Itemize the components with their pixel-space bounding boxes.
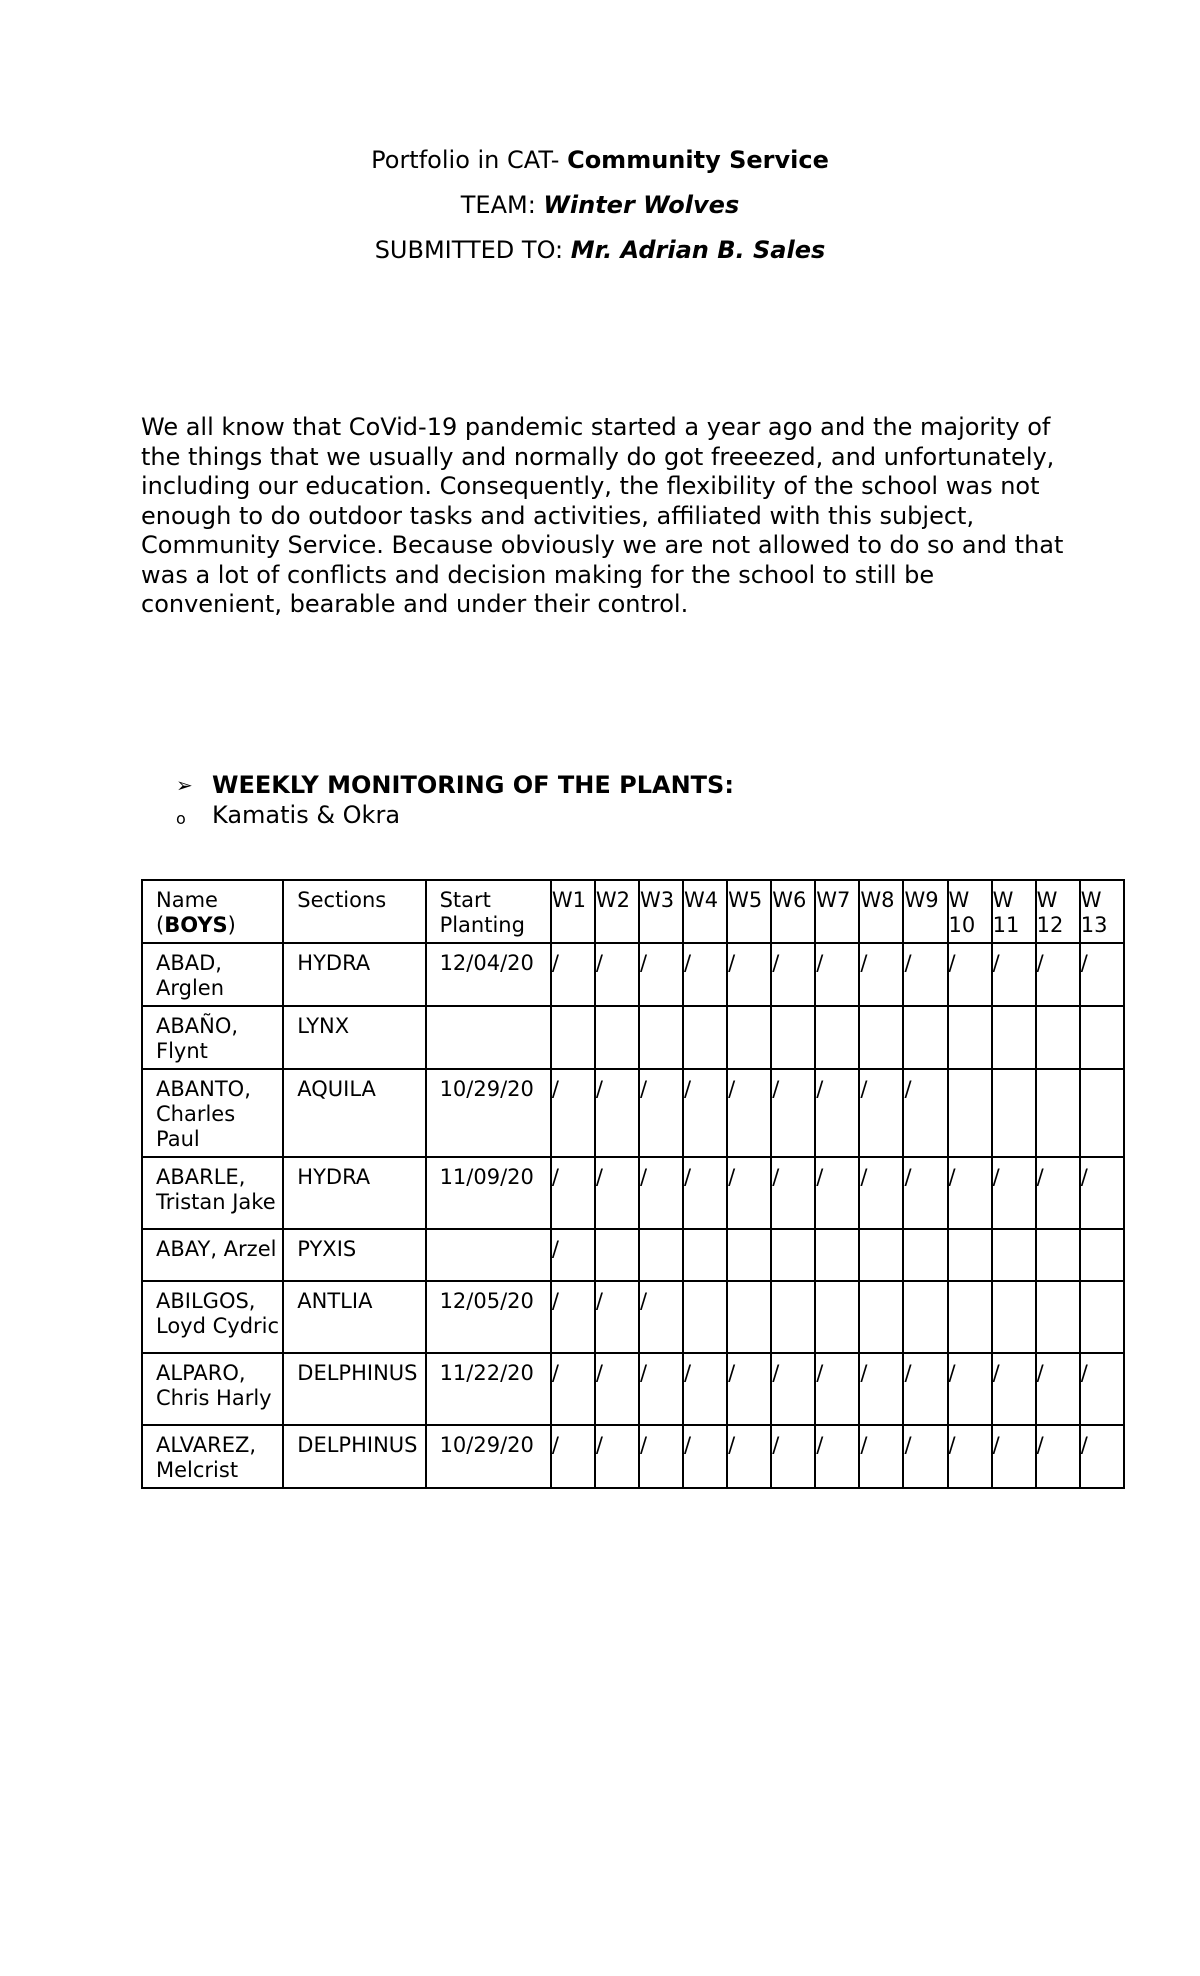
week-check: / (992, 1353, 1036, 1425)
table-row (142, 943, 1124, 1006)
week-check (992, 1281, 1036, 1353)
week-check: / (1036, 1353, 1080, 1425)
week-check: / (771, 1425, 815, 1488)
student-section: ANTLIA (283, 1281, 425, 1353)
student-name: ABILGOS, Loyd Cydric (142, 1281, 283, 1353)
week-check: / (992, 1425, 1036, 1488)
header-week: W8 (859, 880, 903, 943)
student-name: ABANTO, Charles Paul (142, 1069, 283, 1157)
arrow-bullet-icon: ➢ (176, 773, 193, 797)
week-check: / (551, 1353, 595, 1425)
week-check: / (815, 1425, 859, 1488)
week-check: / (771, 1069, 815, 1157)
week-check: / (815, 1069, 859, 1157)
submitted-to-line: SUBMITTED TO: Mr. Adrian B. Sales (374, 236, 826, 264)
week-check (595, 1006, 639, 1069)
week-check: / (551, 1229, 595, 1281)
week-check: / (859, 1353, 903, 1425)
intro-paragraph: We all know that CoVid-19 pandemic started a year ago and the majority of the things that we usually and normally do got freeezed, and unfortunately, including our education. Consequently, the flexibility of the school was not enough to do outdoor tasks and activities, affiliated with this subject, Community Service. Because obviously we are not allowed to do so and that was a lot of conflicts and decision making for the school to still be convenient, bearable and under their control. (141, 413, 1064, 618)
student-name: ALVAREZ, Melcrist (142, 1425, 283, 1488)
week-check: / (903, 1353, 947, 1425)
start-planting-date (426, 1229, 551, 1281)
week-check: / (595, 1157, 639, 1229)
week-check (1036, 1069, 1080, 1157)
week-check (948, 1006, 992, 1069)
table-body (142, 943, 1124, 1488)
student-name: ABAY, Arzel (142, 1229, 283, 1281)
week-check: / (1080, 943, 1124, 1006)
week-check: / (948, 943, 992, 1006)
table-row (142, 1006, 1124, 1069)
week-check: / (639, 1069, 683, 1157)
week-check (771, 1229, 815, 1281)
week-check: / (771, 1353, 815, 1425)
week-check (1036, 1281, 1080, 1353)
week-check: / (639, 1281, 683, 1353)
week-check (948, 1069, 992, 1157)
plants-label: Kamatis & Okra (212, 801, 401, 829)
week-check: / (771, 1157, 815, 1229)
header-week: W1 (551, 880, 595, 943)
week-check: / (595, 1281, 639, 1353)
week-check (815, 1229, 859, 1281)
student-name: ALPARO, Chris Harly (142, 1353, 283, 1425)
week-check (859, 1229, 903, 1281)
student-section: AQUILA (283, 1069, 425, 1157)
week-check (727, 1006, 771, 1069)
week-check: / (815, 943, 859, 1006)
week-check: / (1036, 943, 1080, 1006)
section-subitem-row (176, 800, 734, 830)
week-check: / (903, 1157, 947, 1229)
week-check: / (683, 1353, 727, 1425)
week-check: / (727, 943, 771, 1006)
week-check (727, 1229, 771, 1281)
start-planting-date: 11/09/20 (426, 1157, 551, 1229)
week-check (903, 1281, 947, 1353)
student-section: DELPHINUS (283, 1353, 425, 1425)
header-name: Name (BOYS) (142, 880, 283, 943)
week-check: / (903, 1069, 947, 1157)
week-check: / (639, 1425, 683, 1488)
week-check: / (639, 943, 683, 1006)
table-row (142, 1281, 1124, 1353)
week-check: / (859, 1157, 903, 1229)
week-check: / (727, 1353, 771, 1425)
table-row (142, 1353, 1124, 1425)
week-check (1080, 1229, 1124, 1281)
week-check (683, 1006, 727, 1069)
week-check: / (595, 1069, 639, 1157)
week-check (727, 1281, 771, 1353)
team-line: TEAM: Winter Wolves (460, 191, 740, 219)
student-section: PYXIS (283, 1229, 425, 1281)
week-check: / (683, 1157, 727, 1229)
week-check (859, 1006, 903, 1069)
student-section: HYDRA (283, 943, 425, 1006)
start-planting-date: 11/22/20 (426, 1353, 551, 1425)
week-check (815, 1281, 859, 1353)
week-check (948, 1281, 992, 1353)
week-check (1036, 1229, 1080, 1281)
week-check (903, 1229, 947, 1281)
week-check (948, 1229, 992, 1281)
start-planting-date (426, 1006, 551, 1069)
header-week: W5 (727, 880, 771, 943)
week-check: / (992, 943, 1036, 1006)
student-name: ABAD, Arglen (142, 943, 283, 1006)
week-check: / (551, 1425, 595, 1488)
table-row (142, 1229, 1124, 1281)
week-check: / (859, 943, 903, 1006)
section-heading: WEEKLY MONITORING OF THE PLANTS: (212, 771, 734, 799)
monitoring-section (176, 770, 734, 830)
week-check: / (683, 943, 727, 1006)
week-check: / (551, 943, 595, 1006)
week-check (771, 1281, 815, 1353)
week-check: / (771, 943, 815, 1006)
week-check (639, 1229, 683, 1281)
week-check: / (639, 1353, 683, 1425)
week-check: / (1080, 1353, 1124, 1425)
week-check: / (1036, 1157, 1080, 1229)
week-check: / (683, 1425, 727, 1488)
student-section: HYDRA (283, 1157, 425, 1229)
week-check (815, 1006, 859, 1069)
week-check: / (551, 1069, 595, 1157)
monitoring-table (141, 879, 1125, 1489)
week-check (992, 1006, 1036, 1069)
student-section: LYNX (283, 1006, 425, 1069)
week-check (1080, 1006, 1124, 1069)
header-week: W 13 (1080, 880, 1124, 943)
week-check (683, 1281, 727, 1353)
circle-bullet-icon: o (176, 809, 186, 828)
portfolio-title: Portfolio in CAT- Community Service (371, 146, 829, 174)
week-check: / (639, 1157, 683, 1229)
week-check: / (948, 1353, 992, 1425)
header-week: W 12 (1036, 880, 1080, 943)
week-check: / (815, 1157, 859, 1229)
week-check: / (551, 1281, 595, 1353)
week-check: / (595, 1353, 639, 1425)
week-check (551, 1006, 595, 1069)
week-check (992, 1229, 1036, 1281)
start-planting-date: 10/29/20 (426, 1425, 551, 1488)
week-check: / (948, 1425, 992, 1488)
week-check: / (727, 1425, 771, 1488)
week-check: / (551, 1157, 595, 1229)
week-check: / (727, 1069, 771, 1157)
week-check: / (683, 1069, 727, 1157)
header-week: W9 (903, 880, 947, 943)
week-check (1080, 1281, 1124, 1353)
header-week: W2 (595, 880, 639, 943)
week-check (992, 1069, 1036, 1157)
week-check (1036, 1006, 1080, 1069)
week-check: / (903, 943, 947, 1006)
week-check: / (1036, 1425, 1080, 1488)
table-row (142, 1425, 1124, 1488)
header-week: W 11 (992, 880, 1036, 943)
header-week: W 10 (948, 880, 992, 943)
week-check (683, 1229, 727, 1281)
start-planting-date: 10/29/20 (426, 1069, 551, 1157)
section-heading-row (176, 770, 734, 800)
week-check: / (815, 1353, 859, 1425)
week-check: / (595, 1425, 639, 1488)
week-check: / (1080, 1425, 1124, 1488)
week-check: / (859, 1425, 903, 1488)
week-check: / (595, 943, 639, 1006)
week-check: / (727, 1157, 771, 1229)
start-planting-date: 12/04/20 (426, 943, 551, 1006)
header-start-planting: Start Planting (426, 880, 551, 943)
table-row (142, 1069, 1124, 1157)
week-check: / (903, 1425, 947, 1488)
table-header-row (142, 880, 1124, 943)
week-check: / (948, 1157, 992, 1229)
header-week: W4 (683, 880, 727, 943)
header-week: W7 (815, 880, 859, 943)
week-check (859, 1281, 903, 1353)
week-check (903, 1006, 947, 1069)
document-header (0, 138, 1200, 273)
week-check: / (992, 1157, 1036, 1229)
student-name: ABARLE, Tristan Jake (142, 1157, 283, 1229)
student-section: DELPHINUS (283, 1425, 425, 1488)
week-check: / (859, 1069, 903, 1157)
week-check (595, 1229, 639, 1281)
header-sections: Sections (283, 880, 425, 943)
header-week: W6 (771, 880, 815, 943)
table-row (142, 1157, 1124, 1229)
week-check: / (1080, 1157, 1124, 1229)
header-week: W3 (639, 880, 683, 943)
week-check (1080, 1069, 1124, 1157)
week-check (639, 1006, 683, 1069)
week-check (771, 1006, 815, 1069)
student-name: ABAÑO, Flynt (142, 1006, 283, 1069)
start-planting-date: 12/05/20 (426, 1281, 551, 1353)
